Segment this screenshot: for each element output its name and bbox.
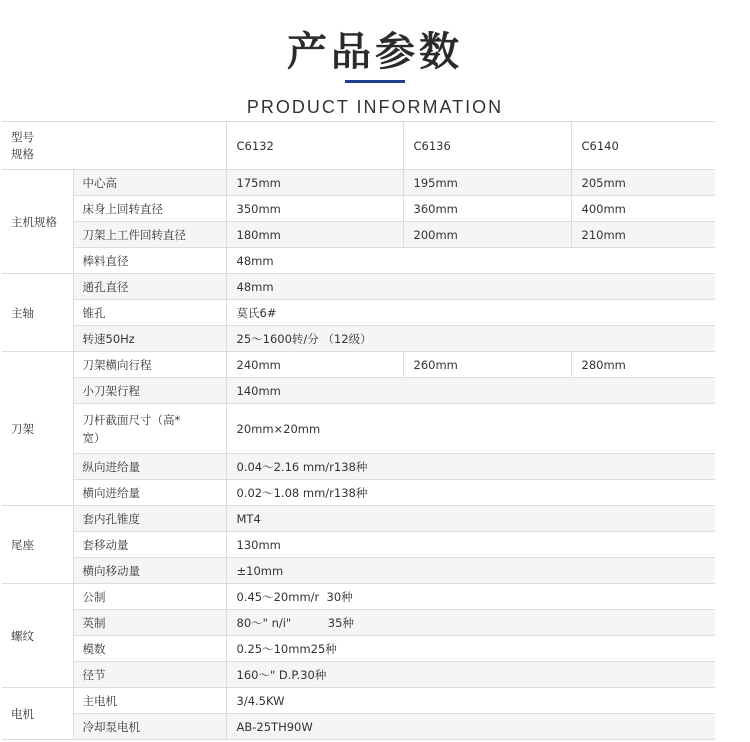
param-label: 主电机 (73, 688, 226, 714)
param-label: 锥孔 (73, 300, 226, 326)
model-c6132: C6132 (226, 122, 403, 170)
value-cell: 195mm (403, 170, 571, 196)
param-label: 冷却泵电机 (73, 714, 226, 740)
table-row (2, 636, 715, 662)
value-cell: 20mm×20mm (226, 404, 715, 454)
spec-table (2, 121, 715, 740)
table-row (2, 378, 715, 404)
value-cell: 80～" n/i" 35种 (226, 610, 715, 636)
model-spec-label (2, 122, 226, 170)
value-cell: 260mm (403, 352, 571, 378)
param-label: 模数 (73, 636, 226, 662)
value-cell: ±10mm (226, 558, 715, 584)
value-cell: AB-25TH90W (226, 714, 715, 740)
group-spindle: 主轴 (2, 274, 73, 352)
value-cell: MT4 (226, 506, 715, 532)
group-motor: 电机 (2, 688, 73, 740)
value-cell: 0.25～10mm25种 (226, 636, 715, 662)
table-row (2, 196, 715, 222)
param-label: 刀架上工件回转直径 (73, 222, 226, 248)
param-label: 套移动量 (73, 532, 226, 558)
table-header-row (2, 122, 715, 170)
value-cell: 25～1600转/分 （12级） (226, 326, 715, 352)
table-row (2, 326, 715, 352)
group-tool-rest: 刀架 (2, 352, 73, 506)
model-label: 型号 (11, 129, 34, 144)
table-row (2, 170, 715, 196)
page-title: 产品参数 (287, 29, 463, 75)
table-row (2, 404, 715, 454)
group-thread: 螺纹 (2, 584, 73, 688)
value-cell: 175mm (226, 170, 403, 196)
table-row (2, 506, 715, 532)
table-row (2, 454, 715, 480)
param-label: 棒料直径 (73, 248, 226, 274)
value-cell: 140mm (226, 378, 715, 404)
value-cell: 200mm (403, 222, 571, 248)
table-row (2, 222, 715, 248)
param-label: 横向移动量 (73, 558, 226, 584)
param-label: 床身上回转直径 (73, 196, 226, 222)
table-row (2, 532, 715, 558)
table-row (2, 714, 715, 740)
value-cell: 180mm (226, 222, 403, 248)
value-cell: 莫氏6# (226, 300, 715, 326)
value-cell: 48mm (226, 274, 715, 300)
value-cell: 3/4.5KW (226, 688, 715, 714)
value-cell: 210mm (571, 222, 715, 248)
table-row (2, 610, 715, 636)
table-row (2, 274, 715, 300)
value-cell: 0.04～2.16 mm/r138种 (226, 454, 715, 480)
param-label: 小刀架行程 (73, 378, 226, 404)
value-cell: 48mm (226, 248, 715, 274)
value-cell: 350mm (226, 196, 403, 222)
model-c6140: C6140 (571, 122, 715, 170)
value-cell: 160～" D.P.30种 (226, 662, 715, 688)
param-label: 中心高 (73, 170, 226, 196)
title-underline (345, 80, 405, 83)
table-row (2, 480, 715, 506)
table-row (2, 558, 715, 584)
table-row (2, 248, 715, 274)
table-row (2, 584, 715, 610)
param-label: 刀杆截面尺寸（高*宽） (73, 404, 226, 454)
table-row (2, 688, 715, 714)
spec-label: 规格 (11, 146, 34, 161)
model-c6136: C6136 (403, 122, 571, 170)
table-row (2, 352, 715, 378)
param-label: 转速50Hz (73, 326, 226, 352)
value-cell: 205mm (571, 170, 715, 196)
param-label: 刀架横向行程 (73, 352, 226, 378)
value-cell: 240mm (226, 352, 403, 378)
group-main-spec: 主机规格 (2, 170, 73, 274)
param-label: 套内孔锥度 (73, 506, 226, 532)
param-label: 纵向进给量 (73, 454, 226, 480)
param-label: 公制 (73, 584, 226, 610)
group-tailstock: 尾座 (2, 506, 73, 584)
value-cell: 360mm (403, 196, 571, 222)
value-cell: 130mm (226, 532, 715, 558)
value-cell: 0.02～1.08 mm/r138种 (226, 480, 715, 506)
value-cell: 0.45～20mm/r 30种 (226, 584, 715, 610)
value-cell: 400mm (571, 196, 715, 222)
table-row (2, 300, 715, 326)
param-label: 横向进给量 (73, 480, 226, 506)
table-row (2, 662, 715, 688)
value-cell: 280mm (571, 352, 715, 378)
param-label: 径节 (73, 662, 226, 688)
param-label: 英制 (73, 610, 226, 636)
param-label: 通孔直径 (73, 274, 226, 300)
page-subtitle: PRODUCT INFORMATION (246, 97, 504, 117)
